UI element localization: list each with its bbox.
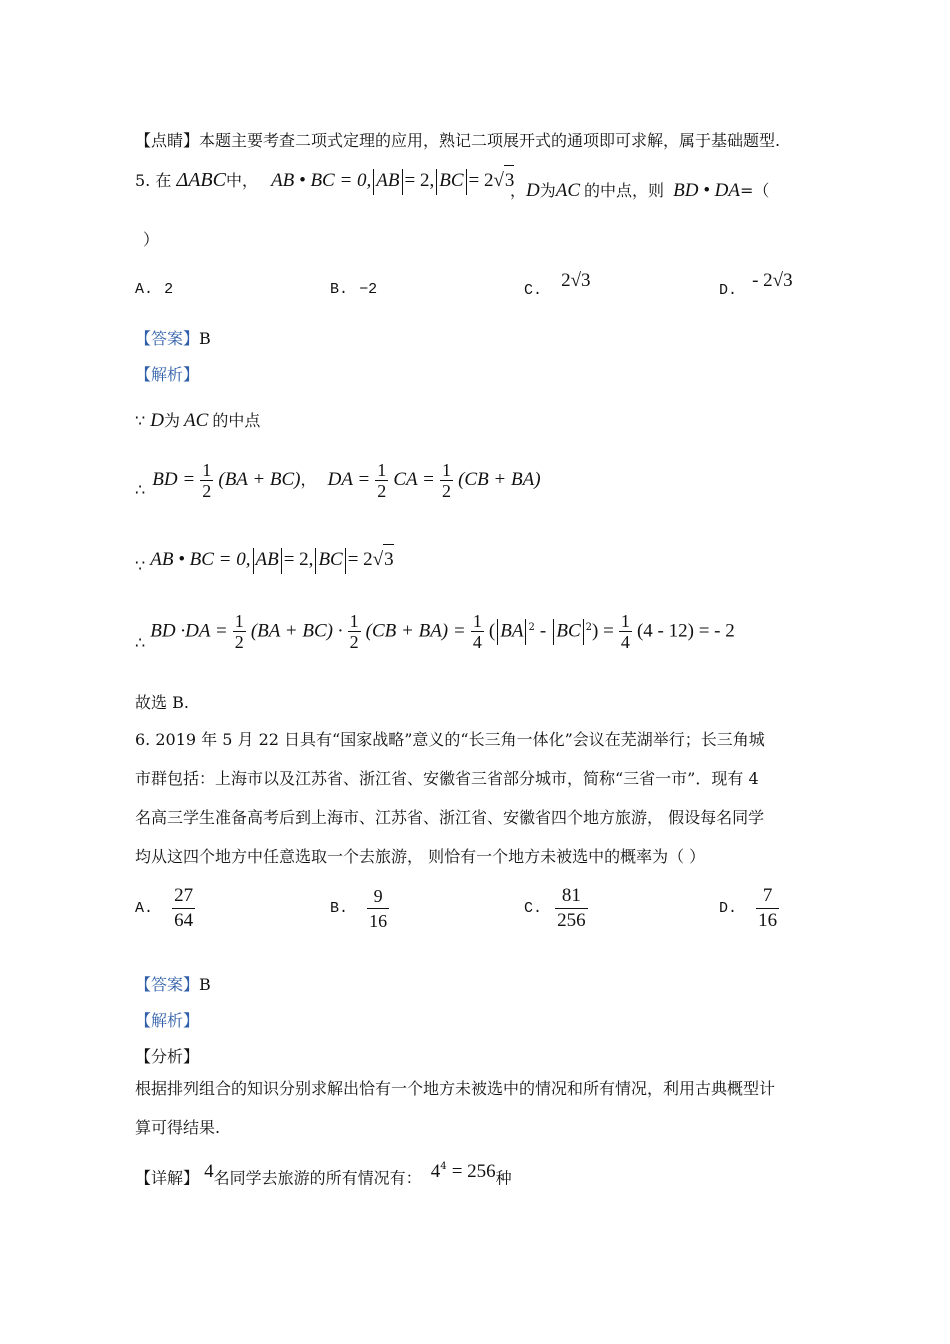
answer-tag: 【答案】 xyxy=(135,329,200,348)
q6-line: 市群包括：上海市以及江苏省、浙江省、安徽省三省部分城市，简称“三省一市”．现有 4 xyxy=(135,769,759,788)
q6-option-d xyxy=(719,884,779,933)
final-sup: 2 xyxy=(585,622,592,633)
detail-eq: = 256 xyxy=(451,1161,496,1183)
option-value: 2√3 xyxy=(561,270,591,291)
option-letter: A. xyxy=(135,900,154,917)
because-symbol: ∵ xyxy=(135,411,146,430)
q5-answer-line xyxy=(135,326,211,349)
abs-bar xyxy=(497,619,498,645)
q5-zhong: 中， xyxy=(225,171,258,190)
option-value: 2 xyxy=(164,281,174,298)
because-tail: 的中点 xyxy=(212,411,261,430)
option-letter: D. xyxy=(719,900,738,917)
q5-number: 5. 在 xyxy=(135,171,172,190)
sqrt-symbol: √ xyxy=(372,549,384,570)
option-fraction: $\frac{9}{16}$ xyxy=(369,886,388,931)
q5-stem xyxy=(135,165,514,195)
abs-bar xyxy=(281,548,282,574)
q5-stem-tail xyxy=(510,176,769,206)
option-letter: B. xyxy=(330,900,349,917)
q6-option-c xyxy=(524,884,588,933)
dianjing-line xyxy=(135,128,780,151)
option-letter: D. xyxy=(719,282,738,299)
fenxi-line: 算可得结果. xyxy=(135,1118,221,1137)
q5-option-a xyxy=(135,278,173,298)
final-tail: (4 - 12) = - 2 xyxy=(636,620,735,642)
dianjing-tag: 【点睛】 xyxy=(135,131,200,150)
q5-option-b xyxy=(330,278,377,298)
q5-option-d xyxy=(719,270,793,299)
q5-target: BD • DA xyxy=(673,180,740,201)
option-value: −2 xyxy=(359,281,378,298)
q5-ac: AC xyxy=(555,180,581,201)
q6-stem xyxy=(135,720,765,876)
option-fraction: $\frac{81}{256}$ xyxy=(557,885,586,931)
quarter-fraction: $\frac{1}{4}$ xyxy=(472,611,482,653)
q5-wei: 为 xyxy=(539,181,556,200)
abs-bar xyxy=(583,619,584,645)
detail-num: 4 xyxy=(204,1161,214,1183)
eq2-paren: (CB + BA) xyxy=(458,469,541,490)
option-letter: C. xyxy=(524,900,543,917)
final-p1: (BA + BC) · xyxy=(250,620,343,642)
abs-bar xyxy=(345,548,346,574)
sqrt-symbol: √ xyxy=(493,170,504,191)
half-fraction: $\frac{1}{2}$ xyxy=(234,611,244,653)
abs-bar xyxy=(466,169,467,195)
cond2-eq2: = 2, xyxy=(283,549,314,570)
q5-because-line xyxy=(135,406,260,436)
final-bc: BC xyxy=(556,620,581,642)
final-open: ( xyxy=(488,620,496,642)
q5-bc-abs: BC xyxy=(439,170,464,191)
final-close: ) = xyxy=(592,620,614,642)
q5-ab-abs: AB xyxy=(376,170,400,191)
q5-close-paren: ） xyxy=(143,230,160,249)
q5-d: D xyxy=(526,180,540,201)
abs-bar xyxy=(553,619,554,645)
final-ba: BA xyxy=(500,620,524,642)
because-ac: AC xyxy=(184,410,209,431)
abs-bar xyxy=(525,619,526,645)
option-letter: C. xyxy=(524,282,543,299)
eq2-mid: CA = xyxy=(393,469,435,490)
half-fraction: $\frac{1}{2}$ xyxy=(441,460,451,501)
abs-bar xyxy=(402,169,403,195)
q6-option-b xyxy=(330,884,389,933)
q6-line: 均从这四个地方中任意选取一个去旅游， 则恰有一个地方未被选中的概率为（ ） xyxy=(135,847,706,866)
final-p2: (CB + BA) = xyxy=(365,620,466,642)
because-text: 为 xyxy=(164,411,181,430)
dianjing-text: 本题主要考查二项式定理的应用，熟记二项展开式的通项即可求解，属于基础题型. xyxy=(199,131,781,150)
q6-detail-line xyxy=(135,1160,512,1190)
final-sup: 2 xyxy=(528,622,535,633)
q6-line: 6. 2019 年 5 月 22 日具有“国家战略”意义的“长三角一体化”会议在芜湖举行；长三角城 xyxy=(135,730,765,749)
abs-bar xyxy=(436,169,437,195)
answer-value: B xyxy=(199,975,211,994)
cond2-left: AB • BC = 0, xyxy=(150,549,251,570)
q6-fenxi-text xyxy=(135,1069,775,1147)
detail-exp: 4 xyxy=(440,1161,447,1172)
q5-comma: ， xyxy=(510,181,527,200)
detail-base: 4 xyxy=(430,1161,441,1183)
q5-eq-2: = 2 xyxy=(468,170,494,191)
q6-analysis-tag: 【解析】 xyxy=(135,1011,200,1030)
detail-tail: 种 xyxy=(495,1168,512,1188)
cond2-ab: AB xyxy=(255,549,279,570)
q6-option-a xyxy=(135,884,195,933)
q5-final-line xyxy=(135,600,735,656)
q5-conclusion: 故选 B. xyxy=(135,693,189,712)
because-symbol: ∵ xyxy=(135,556,146,575)
q6-line: 名高三学生准备高考后到上海市、江苏省、浙江省、安徽省四个地方旅游， 假设每名同学 xyxy=(135,808,765,827)
eq1-paren: (BA + BC) xyxy=(218,469,301,490)
q6-answer-line xyxy=(135,972,211,995)
abs-bar xyxy=(315,548,316,574)
q5-triangle: ΔABC xyxy=(176,169,226,191)
abs-bar xyxy=(253,548,254,574)
q5-option-c xyxy=(524,270,591,299)
detail-text: 名同学去旅游的所有情况有： xyxy=(213,1168,422,1188)
cond2-sqrt: 3 xyxy=(383,544,394,575)
q5-condition-line xyxy=(135,544,394,574)
answer-tag: 【答案】 xyxy=(135,975,200,994)
eq1-sep: ， xyxy=(300,470,317,489)
half-fraction: $\frac{1}{2}$ xyxy=(377,460,387,501)
q6-fenxi-tag: 【分析】 xyxy=(135,1047,200,1066)
eq1-left: BD = xyxy=(152,469,196,490)
option-letter: B. xyxy=(330,281,349,298)
answer-value: B xyxy=(199,329,211,348)
half-fraction: $\frac{1}{2}$ xyxy=(349,611,359,653)
cond2-eq: = 2 xyxy=(347,549,373,570)
option-letter: A. xyxy=(135,281,154,298)
final-minus: - xyxy=(539,620,547,642)
half-fraction: $\frac{1}{2}$ xyxy=(202,460,212,501)
abs-bar xyxy=(373,169,374,195)
option-fraction: $\frac{27}{64}$ xyxy=(174,885,194,931)
eq2-left: DA = xyxy=(327,469,371,490)
therefore-symbol: ∴ xyxy=(135,633,146,653)
option-value: - 2√3 xyxy=(752,270,793,291)
q5-vector-line xyxy=(135,455,541,505)
q5-condition: AB • BC = 0, xyxy=(271,170,372,191)
q5-eq2: = 2, xyxy=(404,170,435,191)
detail-tag: 【详解】 xyxy=(135,1168,200,1188)
final-left: BD ·DA = xyxy=(150,620,228,642)
fenxi-line: 根据排列组合的知识分别求解出恰有一个地方未被选中的情况和所有情况，利用古典概型计 xyxy=(135,1079,776,1098)
q5-tail: =（ xyxy=(739,181,770,200)
quarter-fraction: $\frac{1}{4}$ xyxy=(620,611,630,653)
cond2-bc: BC xyxy=(318,549,343,570)
q5-analysis-tag: 【解析】 xyxy=(135,365,200,384)
q5-sqrt3: 3 xyxy=(504,165,515,196)
option-fraction: $\frac{7}{16}$ xyxy=(758,885,778,931)
therefore-symbol: ∴ xyxy=(135,480,146,499)
because-d: D xyxy=(150,410,165,431)
q5-midpoint: 的中点，则 xyxy=(584,181,665,200)
